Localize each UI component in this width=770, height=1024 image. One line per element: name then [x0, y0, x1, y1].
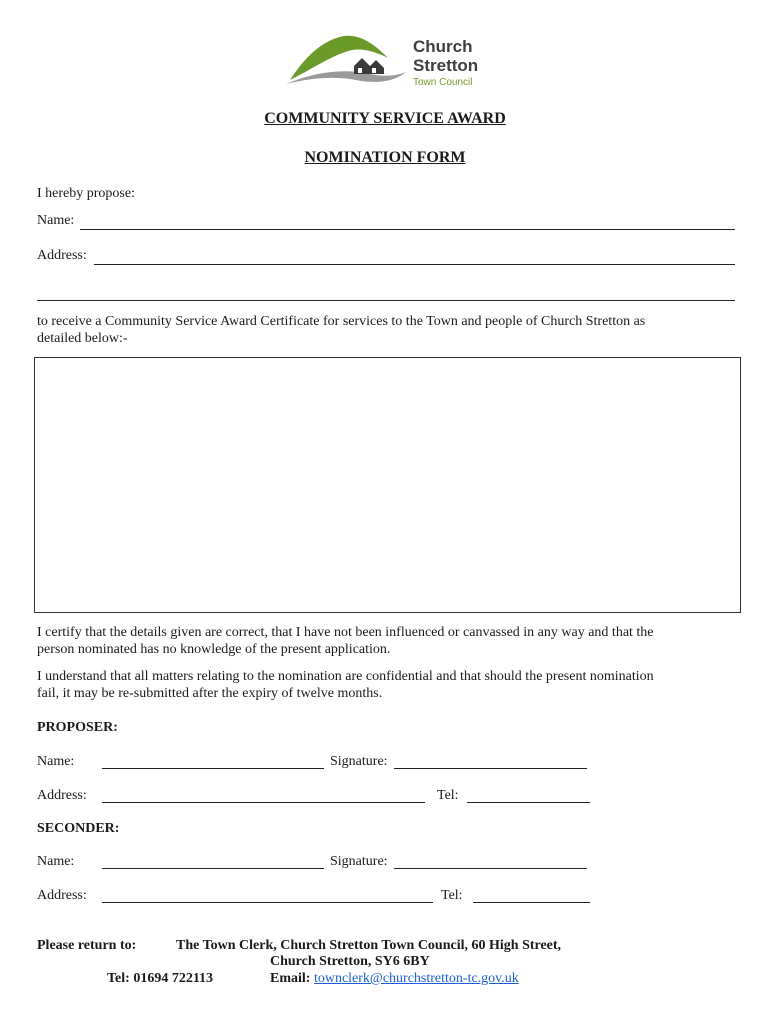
- return-address-line-2: Church Stretton, SY6 6BY: [270, 954, 430, 969]
- page-title: COMMUNITY SERVICE AWARD: [264, 110, 506, 127]
- proposer-tel-field[interactable]: [467, 802, 590, 803]
- certify-text-line-2: person nominated has no knowledge of the present application.: [37, 642, 391, 657]
- proposer-tel-label: Tel:: [437, 788, 459, 803]
- seconder-tel-label: Tel:: [441, 888, 463, 903]
- seconder-address-label: Address:: [37, 888, 87, 903]
- intro-text: I hereby propose:: [37, 186, 135, 201]
- understand-text-line-1: I understand that all matters relating to the nomination are confidential and that should the present nomination: [37, 669, 654, 684]
- award-text-line-1: to receive a Community Service Award Certificate for services to the Town and people of Church Stretton as: [37, 314, 646, 329]
- proposer-signature-field[interactable]: [394, 768, 587, 769]
- nominee-address-label: Address:: [37, 248, 87, 263]
- page-subtitle: NOMINATION FORM: [304, 149, 466, 166]
- footer-email-row: [270, 971, 519, 987]
- seconder-heading: SECONDER:: [37, 821, 120, 836]
- seconder-name-field[interactable]: [102, 868, 324, 869]
- proposer-heading: PROPOSER:: [37, 720, 118, 735]
- nominee-name-field[interactable]: [80, 229, 735, 230]
- nominee-address-field-2[interactable]: [37, 300, 735, 301]
- proposer-address-label: Address:: [37, 788, 87, 803]
- seconder-signature-field[interactable]: [394, 868, 587, 869]
- seconder-signature-label: Signature:: [330, 854, 388, 869]
- proposer-name-field[interactable]: [102, 768, 324, 769]
- return-label: Please return to:: [37, 938, 137, 953]
- logo-line-church: Church: [413, 37, 473, 56]
- logo-line-stretton: Stretton: [413, 56, 479, 75]
- award-text-line-2: detailed below:-: [37, 331, 128, 346]
- certify-text-line-1: I certify that the details given are correct, that I have not been influenced or canvassed in any way and that the: [37, 625, 654, 640]
- seconder-tel-field[interactable]: [473, 902, 590, 903]
- proposer-name-label: Name:: [37, 754, 75, 769]
- logo-line-town-council: Town Council: [413, 77, 473, 88]
- understand-text-line-2: fail, it may be re-submitted after the expiry of twelve months.: [37, 686, 383, 701]
- nominee-name-label: Name:: [37, 213, 75, 228]
- seconder-address-field[interactable]: [102, 902, 433, 903]
- seconder-name-label: Name:: [37, 854, 75, 869]
- nominee-address-field[interactable]: [94, 264, 735, 265]
- return-address-line-1: The Town Clerk, Church Stretton Town Council, 60 High Street,: [176, 938, 562, 953]
- hills-logo-icon: [284, 28, 410, 88]
- proposer-signature-label: Signature:: [330, 754, 388, 769]
- details-textarea[interactable]: [34, 357, 741, 613]
- footer-tel: Tel: 01694 722113: [107, 971, 214, 986]
- footer-email-link[interactable]: townclerk@churchstretton-tc.gov.uk: [313, 971, 519, 986]
- footer-email-label: Email:: [270, 971, 311, 986]
- proposer-address-field[interactable]: [102, 802, 425, 803]
